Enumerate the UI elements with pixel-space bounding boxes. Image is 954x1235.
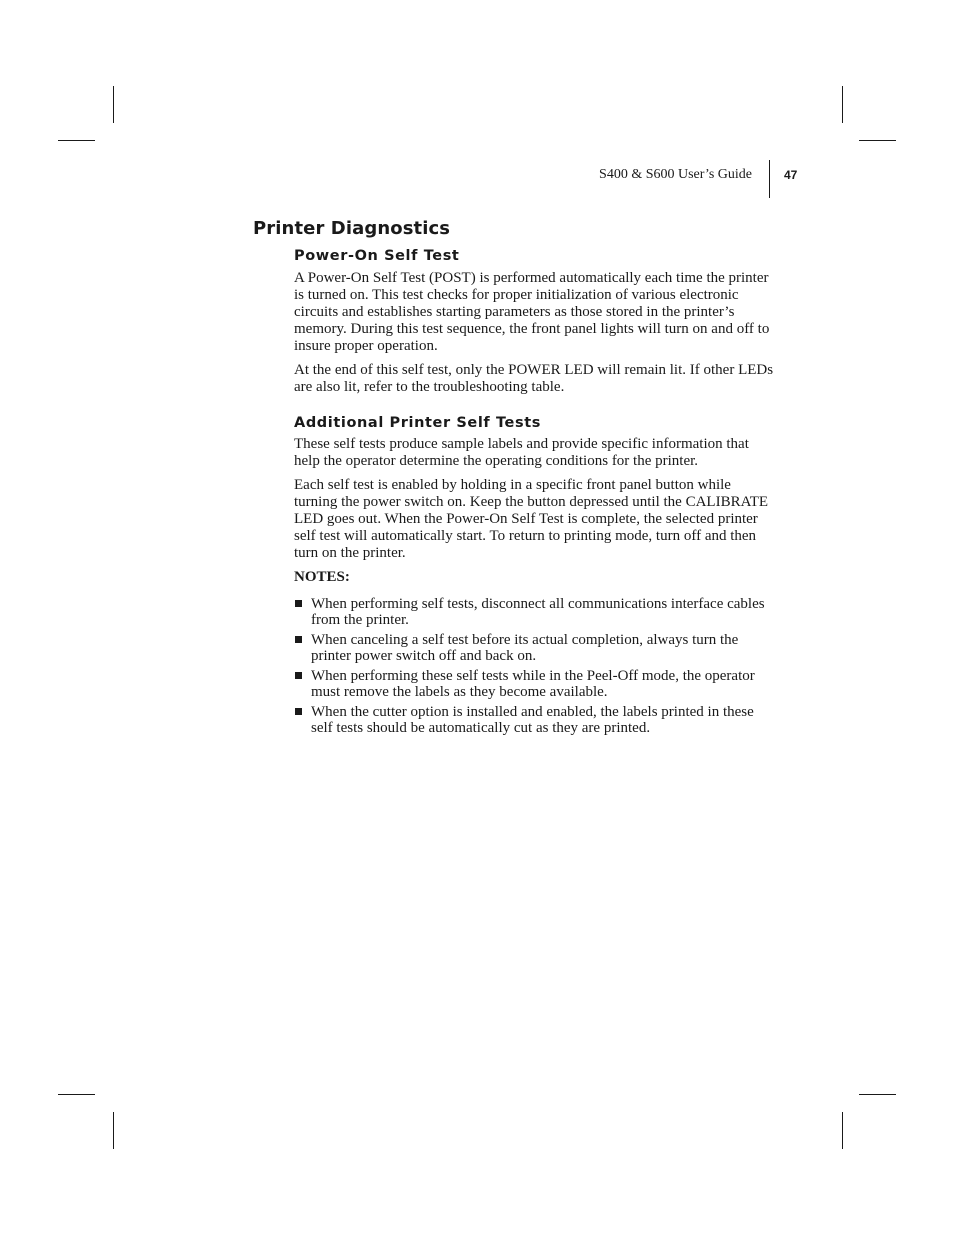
crop-mark-top-left-vertical xyxy=(113,86,114,123)
section-heading: Power-On Self Test xyxy=(294,248,460,264)
header-divider xyxy=(769,160,770,198)
paragraph: At the end of this self test, only the POWER LED will remain lit. If other LEDs are also lit, refer to the troubleshooting table. xyxy=(294,362,774,395)
crop-mark-bottom-right-horizontal xyxy=(859,1094,896,1095)
paragraph: Each self test is enabled by holding in a specific front panel button while turning the power switch on. Keep the button depressed until the CALIBRATE LED goes out. When the Power-On Self Test is complete, the selected printer self test will automatically start. To return to printing mode, turn off and then turn on the printer. xyxy=(294,477,769,561)
crop-mark-bottom-left-horizontal xyxy=(58,1094,95,1095)
section-additional-self-tests xyxy=(294,413,774,740)
crop-mark-top-right-horizontal xyxy=(859,140,896,141)
notes-list xyxy=(294,596,774,736)
running-header-title: S400 & S600 User’s Guide xyxy=(599,167,752,182)
list-item xyxy=(294,704,774,736)
list-item-text: When the cutter option is installed and enabled, the labels printed in these self tests should be automatically cut as they are printed. xyxy=(311,704,754,736)
list-item-text: When canceling a self test before its actual completion, always turn the printer power switch off and back on. xyxy=(311,632,739,664)
section-power-on-self-test xyxy=(294,246,774,396)
list-item-text: When performing these self tests while in the Peel-Off mode, the operator must remove the labels as they become available. xyxy=(311,668,755,700)
page-title: Printer Diagnostics xyxy=(253,218,451,239)
list-item-text: When performing self tests, disconnect all communications interface cables from the printer. xyxy=(311,596,765,628)
crop-mark-top-right-vertical xyxy=(842,86,843,123)
square-bullet-icon xyxy=(295,636,302,643)
list-item xyxy=(294,632,774,664)
paragraph: A Power-On Self Test (POST) is performed automatically each time the printer is turned on. This test checks for proper initialization of various electronic circuits and establishes starting parameters as those stored in the printer’s memory. During this test sequence, the front panel lights will turn on and off to insure proper operation. xyxy=(294,270,770,354)
paragraph: These self tests produce sample labels and provide specific information that help the operator determine the operating conditions for the printer. xyxy=(294,436,749,469)
crop-mark-bottom-right-vertical xyxy=(842,1112,843,1149)
notes-label: NOTES: xyxy=(294,569,350,585)
section-heading: Additional Printer Self Tests xyxy=(294,415,541,431)
page-number: 47 xyxy=(784,168,798,182)
crop-mark-bottom-left-vertical xyxy=(113,1112,114,1149)
square-bullet-icon xyxy=(295,708,302,715)
list-item xyxy=(294,596,774,628)
square-bullet-icon xyxy=(295,600,302,607)
crop-mark-top-left-horizontal xyxy=(58,140,95,141)
square-bullet-icon xyxy=(295,672,302,679)
list-item xyxy=(294,668,774,700)
